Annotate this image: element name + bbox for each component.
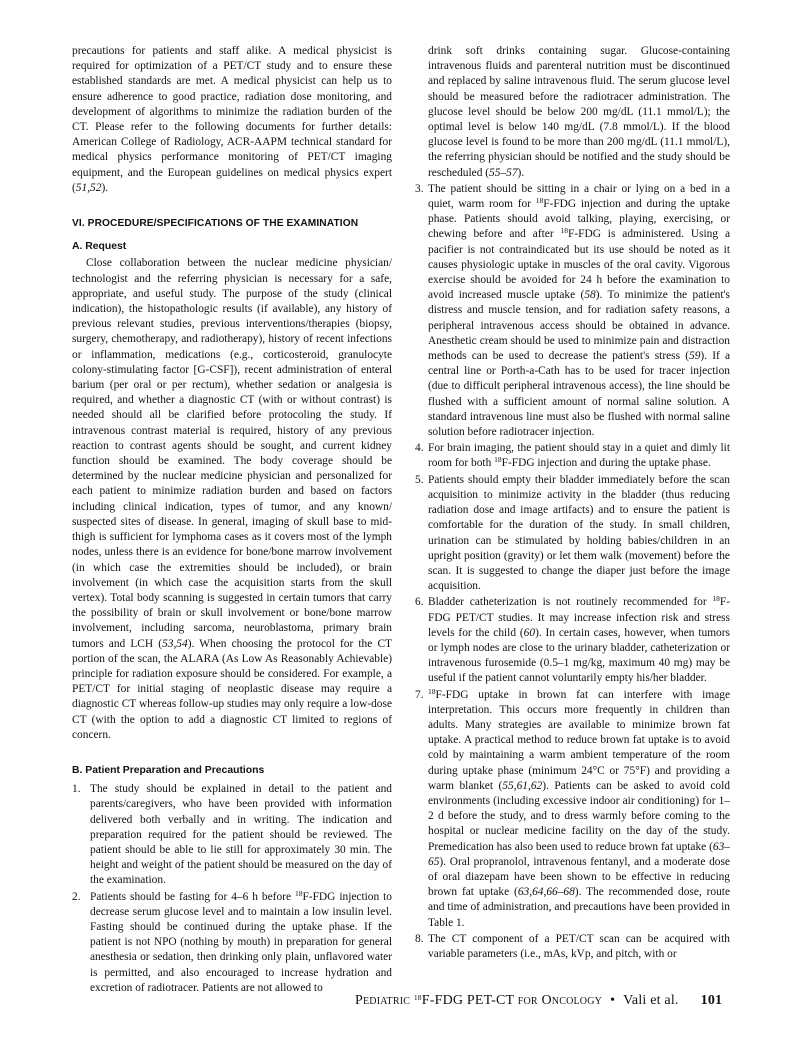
- preparation-list: [72, 782, 392, 996]
- page-number: 101: [700, 993, 723, 1008]
- authors: Vali et al.: [623, 993, 679, 1008]
- citation: 58: [584, 289, 596, 302]
- list-number: 4.: [415, 442, 424, 455]
- running-title: Pediatric $^{18}$F-FDG PET-CT for Oncology: [355, 993, 603, 1008]
- right-column: [415, 44, 730, 963]
- list-item: 6. Bladder catheterization is not routinely recommended for $^{18}$F-FDG PET/CT studies. It may increase infection risk and stress levels for the child (60). In certain cases, however, when tumors or lymph nodes are close to the urinary bladder, catheterization or intravenous furosemide (0.5–1 mg/kg, maximum 40 mg) may be useful if the patient cannot voluntarily empty his/her bladder.: [415, 594, 730, 685]
- list-number: 6.: [415, 596, 424, 609]
- citation: 63,64,66–68: [517, 886, 575, 899]
- section-heading: VI. PROCEDURE/SPECIFICATIONS OF THE EXAMINATION: [72, 218, 359, 230]
- list-number: 1.: [72, 783, 81, 796]
- citation: 53,54: [162, 637, 188, 650]
- citation: 60: [523, 626, 536, 639]
- separator-bullet: •: [610, 993, 616, 1008]
- intro-paragraph: precautions for patients and staff alike. A medical physicist is required for optimization of a PET/CT study and to ensure these established standards are met. A medical physicist can help us to ensure adherence to good practice, radiation dose monitoring, and development of algorithms to minimize the radiation burden of the CT. Please refer to the following documents for further details: American College of Radiology, ACR-AAPM technical standard for medical physics performance monitoring of PET/CT imaging equipment, and the European guidelines on medical physics expert (51,52).: [72, 45, 392, 194]
- list-number: 5.: [415, 473, 424, 486]
- list-number: 3.: [415, 182, 424, 195]
- list-number: 7.: [415, 688, 424, 701]
- list-number: 2.: [72, 890, 81, 903]
- list-item: 4. For brain imaging, the patient should stay in a quiet and dimly lit room for both $^{18}$F-FDG injection and during the uptake phase.: [415, 442, 730, 470]
- subsection-heading-preparation: B. Patient Preparation and Precautions: [72, 764, 265, 776]
- list-item: 7. $^{18}$F-FDG uptake in brown fat can interfere with image interpretation. This occurs more frequently in children than adults. Many strategies are available to minimize brown fat uptake. A practical method to reduce brown fat uptake is to avoid cold by maintaining a warm ambient temperature of the room during uptake phase (minimum 24°C or 75°F) and providing a warm blanket (55,61,62). Patients can be asked to avoid cold environments (including excessive indoor air conditioning) for 1–2 d before the study, and to dress warmly before coming to the hospital or nuclear medicine facility on the day of the study. Premedication has also been used to reduce brown fat uptake (63–65). Oral propranolol, intravenous fentanyl, and a moderate dose of oral diazepam have been shown to be effective in reducing brown fat uptake (63,64,66–68). The recommended dose, route and time of administration, and precautions have been provided in Table 1.: [415, 686, 730, 929]
- subsection-heading-request: A. Request: [72, 241, 127, 253]
- list-item-continuation: drink soft drinks containing sugar. Glucose-containing intravenous fluids and parenteral nutrition must be discontinued and replaced by saline intravenous fluid. The serum glucose level should be measured before the radiotracer administration. The glucose level should be below 200 mg/dL (11.1 mmol/L); the optimal level is below 140 mg/dL (7.8 mmol/L). If the blood glucose level is found to be more than 200 mg/dL (11.1 mmol/L), the referring physician should be notified and the study should be rescheduled (55–57).: [428, 45, 730, 179]
- list-item: 1. The study should be explained in detail to the patient and parents/caregivers, who have been provided with information delivered both verbally and in writing. The indication and preparation required for the patient should be reviewed. The patient should be able to lie still for approximately 30 min. The height and weight of the patient should be measured on the day of the examination.: [72, 783, 392, 887]
- citation: 55–57: [489, 166, 518, 179]
- list-item: 3. The patient should be sitting in a chair or lying on a bed in a quiet, warm room for $^{18}$F-FDG injection and during the uptake phase. Patients should avoid talking, playing, exercising, or chewing before and after $^{18}$F-FDG is administered. Using a pacifier is not contraindicated but its use should be noted as it causes physiologic uptake in muscles of the oral cavity. Vigorous exercise should be avoided for 24 h before the examination to avoid increased muscle uptake (58). To minimize the patient's distress and muscle tension, and for radiation safety reasons, a peripheral intravenous access should be obtained in advance. Anesthetic cream should be used to minimize pain and distraction methods can be used to decrease the patient's stress (59). If a central line or Porth-a-Cath has to be used for tracer injection (due to difficult peripheral intravenous access), the line should be flushed with a sufficient amount of normal saline solution. A standard intravenous line must also be flushed with normal saline solution before radiotracer injection.: [415, 182, 731, 439]
- preparation-list-continued: [415, 44, 730, 962]
- citation: 63–65: [428, 840, 730, 868]
- list-item: 2. Patients should be fasting for 4–6 h before $^{18}$F-FDG injection to decrease serum glucose level and to maintain a low insulin level. Fasting should be continued during the uptake phase. If the patient is not NPO (nothing by mouth) in preparation for general anesthesia or sedation, then drinking only plain, unflavored water is permitted, and also encouraged to increase hydration and excretion of radiotracer. Patients are not allowed to: [72, 888, 393, 994]
- citation: 51,52: [75, 181, 102, 194]
- left-column: [72, 44, 392, 997]
- citation: 55,61,62: [502, 779, 543, 792]
- request-paragraph: Close collaboration between the nuclear medicine physician/ technologist and the referring physician is necessary for a safe, appropriate, and useful study. The purpose of the study (clinical indication), the histopathologic results (if available), any history of previous relevant studies, previous interventions/therapies (biopsy, surgery, chemotherapy, and radiotherapy), history of recent infections or inflammation, medications (e.g., corticosteroid, granulocyte colony-stimulating factor [G-CSF]), recent administration of enteral barium (per oral or per rectum), whether sedation or analgesia is required, and whether a diagnostic CT (with or without contrast) is needed should all be clarified before protocoling the study. If intravenous contrast material is required, history of any previous reaction to contrast agents should be sought, and current kidney function should be examined. The body coverage should be determined by the nuclear medicine physician and personalized for each patient to minimize radiation burden and based on factors including clinical indication, types of tumor, and any known/ suspected sites of disease. In general, imaging of skull base to mid-thigh is sufficient for lymphoma cases as it covers most of the lymph nodes, unless there is an evidence for bone/bone marrow involvement (in which case the extremities should be included), or brain involvement (in which case the acquisition starts from the skull vertex). Total body scanning is suggested in certain tumors that carry the possibility of brain or skull involvement or bone/bone marrow involvement, including sarcoma, neuroblastoma, primary brain tumors and LCH (53,54). When choosing the protocol for the CT portion of the scan, the ALARA (As Low As Reasonably Achievable) principle for radiation exposure should be considered. For example, a PET/CT for initial staging of neoplastic disease may require a diagnostic CT whereas follow-up studies may only require a low-dose CT (with the option to add a diagnostic CT limited to regions of concern.: [72, 257, 392, 741]
- list-item: 5. Patients should empty their bladder immediately before the scan acquisition to minimize activity in the bladder (thus reducing radiation dose and image artifacts) and to ensure the patient is comfortable for the duration of the study. In small children, urination can be stimulated by holding babies/children in an upright position (gravity) or let them walk (movement) before the scan. It is suggested to change the diaper just before the image acquisition.: [415, 473, 730, 593]
- citation: 59: [689, 350, 701, 363]
- list-number: 8.: [415, 932, 424, 945]
- list-item: 8. The CT component of a PET/CT scan can be acquired with variable parameters (i.e., mAs, kVp, and pitch, with or: [415, 932, 730, 960]
- running-footer: [355, 993, 735, 1009]
